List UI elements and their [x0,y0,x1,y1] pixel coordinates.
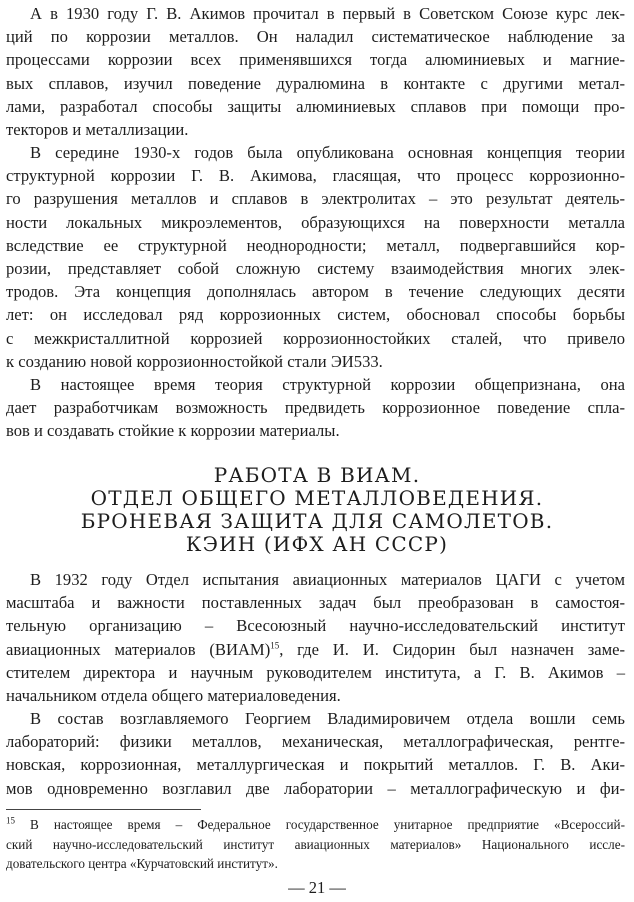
footnote-ref[interactable]: 15 [270,640,280,651]
heading-line: КЭИН (ИФХ АН СССР) [185,532,449,556]
text-line: А в 1930 году Г. В. Акимов прочитал в первый в Советском Союзе курс лек- [30,4,625,23]
heading-line: БРОНЕВАЯ ЗАЩИТА ДЛЯ САМОЛЕТОВ. [80,509,554,533]
footnote-line [6,815,625,835]
text-fragment: , где И. И. Сидорин был назначен заме- [279,639,626,659]
text-line: тродов. Эта концепция дополнялась автором в течение следующих десяти [6,282,625,302]
text-line: текторов и металлизации. [6,120,189,140]
text-fragment: В настоящее время – Федеральное государственное унитарное предприятие «Всероссий- [15,817,625,832]
paragraph-1 [6,2,625,141]
text-line: тельную организацию – Всесоюзный научно-исследовательский институт [6,616,625,636]
text-line: мов одновременно возглавил две лаборатории – металлографическую и фи- [6,778,625,798]
text-line: стителем директора и научным руководителем института, а Г. В. Акимов – [6,662,625,682]
section-heading [0,464,634,556]
text-line: вых сплавов, изучил поведение дуралюмина в контакте с другими метал- [6,73,625,93]
footnote-mark: 15 [6,815,15,826]
text-line: вследствие ее структурной неоднородности; металл, подвергавшийся кор- [6,235,625,255]
text-line: масштаба и важности поставленных задач был преобразован в самостоя- [6,593,625,613]
text-line: процессами коррозии всех применявшихся тогда алюминиевых и магние- [6,50,625,70]
paragraph-2 [6,141,625,373]
text-line: к созданию новой коррозионностойкой стали ЭИ533. [6,351,383,371]
text-line: структурной коррозии Г. В. Акимова, гласящая, что процесс коррозионно- [6,166,625,186]
paragraph-3 [6,373,625,443]
text-line: В состав возглавляемого Георгием Владимировичем отдела вошли семь [30,709,625,728]
text-line [6,638,625,661]
page-number: — 21 — [288,878,346,897]
paragraph-4 [6,568,625,707]
text-line: дает разработчикам возможность предвидеть коррозионное поведение спла- [6,398,625,418]
footnote-line: ский научно-исследовательский институт авиационных материалов» Национального иссле- [6,836,625,852]
text-line: лами, разработал способы защиты алюминиевых сплавов при помощи про- [6,96,625,116]
text-line: начальником отдела общего материаловедения. [6,686,341,706]
text-line: розии, представляет собой сложную систему взаимодействия многих элек- [6,259,625,279]
footnote-line: довательского центра «Курчатовский институт». [6,856,278,871]
footnote-divider [6,809,201,810]
text-line: ности локальных микроэлементов, образующихся на поверхности металла [6,212,625,232]
text-line: В середине 1930-х годов была опубликована основная концепция теории [30,143,625,162]
text-line: В настоящее время теория структурной коррозии общепризнана, она [30,375,625,394]
text-line: лет: он исследовал ряд коррозионных систем, обосновал способы борьбы [6,305,625,325]
heading-line: ОТДЕЛ ОБЩЕГО МЕТАЛЛОВЕДЕНИЯ. [90,486,544,510]
text-line: новская, коррозионная, металлургическая и покрытий металлов. Г. В. Аки- [6,755,625,775]
text-line: В 1932 году Отдел испытания авиационных материалов ЦАГИ с учетом [30,570,625,589]
text-line: вов и создавать стойкие к коррозии материалы. [6,421,340,441]
text-fragment: авиационных материалов (ВИАМ) [6,639,271,659]
text-line: ций по коррозии металлов. Он наладил систематическое наблюдение за [6,27,625,47]
paragraph-5 [6,707,625,800]
heading-line: РАБОТА В ВИАМ. [213,463,421,487]
text-line: го разрушения металлов и сплавов в электролитах – это результат деятель- [6,189,625,209]
text-line: лабораторий: физики металлов, механическая, металлографическая, рентге- [6,732,625,752]
footnote [6,815,625,874]
text-line: с межкристаллитной коррозией коррозионностойких сталей, что привело [6,328,625,348]
